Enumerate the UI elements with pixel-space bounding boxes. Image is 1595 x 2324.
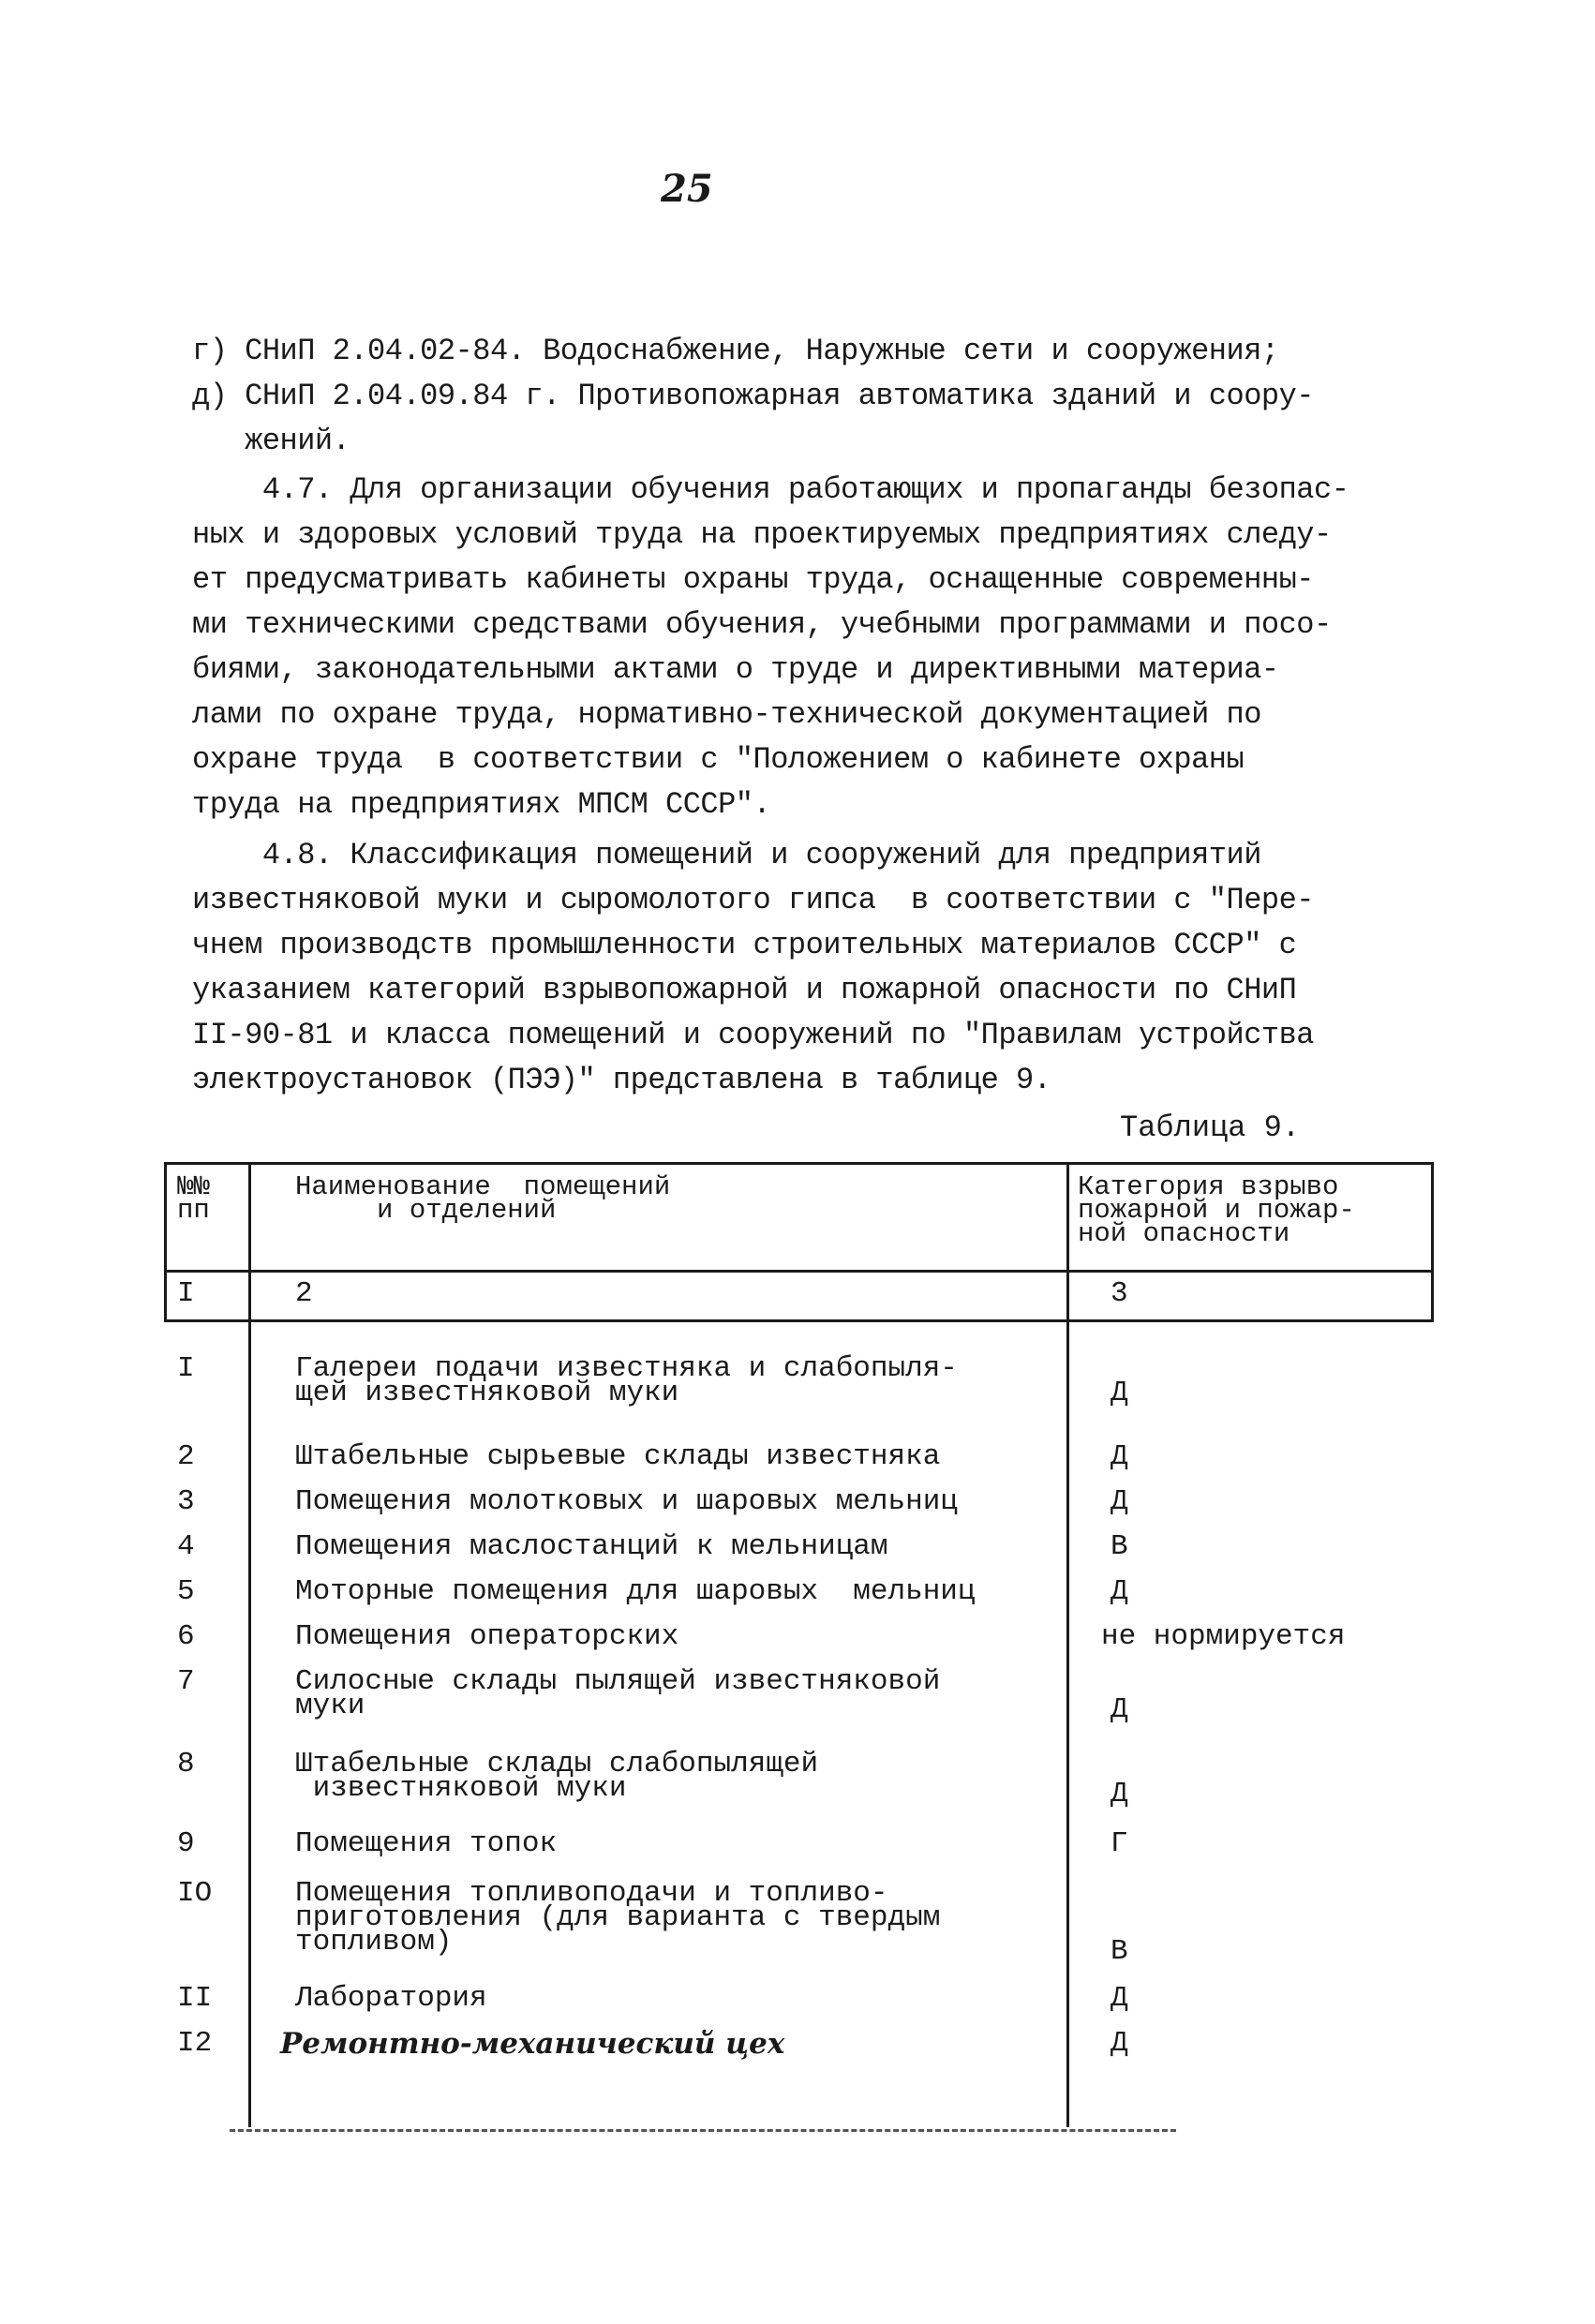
row-category: Д bbox=[1111, 1575, 1128, 1608]
row-category: не нормируется bbox=[1101, 1620, 1346, 1653]
header-number: №№ пп bbox=[177, 1171, 210, 1226]
row-category: Д bbox=[1111, 1982, 1128, 2015]
column-number-1: I bbox=[177, 1277, 195, 1310]
table-border bbox=[164, 1162, 167, 1321]
row-name: Моторные помещения для шаровых мельниц bbox=[295, 1575, 976, 1608]
row-number: 3 bbox=[177, 1485, 195, 1518]
row-name: Помещения топливоподачи и топливо- приготовления (для варианта с твердым топливом) bbox=[295, 1877, 941, 1959]
text-line: ми техническими средствами обучения, учебными программами и посо- bbox=[192, 607, 1332, 642]
row-category: Д bbox=[1111, 1485, 1128, 1518]
text-line: электроустановок (ПЭЭ)" представлена в таблице 9. bbox=[192, 1063, 1051, 1097]
table-border bbox=[1066, 1162, 1069, 2127]
row-name: Лаборатория bbox=[295, 1982, 487, 2015]
text-line: д) СНиП 2.04.09.84 г. Противопожарная автоматика зданий и соору- bbox=[192, 379, 1314, 413]
table-border bbox=[248, 1162, 251, 2127]
text-line: 4.8. Классификация помещений и сооружений для предприятий bbox=[192, 838, 1261, 872]
row-category: Д bbox=[1111, 1440, 1128, 1473]
text-line: ет предусматривать кабинеты охраны труда, оснащенные современны- bbox=[192, 562, 1314, 597]
text-line: жений. bbox=[192, 424, 350, 458]
header-category: Категория взрыво пожарной и пожар- ной опасности bbox=[1078, 1171, 1355, 1249]
row-name: Помещения операторских bbox=[295, 1620, 679, 1653]
text-line: биями, законодательными актами о труде и директивными материа- bbox=[192, 652, 1279, 687]
row-category: Д bbox=[1111, 2027, 1128, 2060]
column-number-3: 3 bbox=[1111, 1277, 1128, 1310]
text-line: г) СНиП 2.04.02-84. Водоснабжение, Наружные сети и сооружения; bbox=[192, 334, 1279, 368]
row-number: 2 bbox=[177, 1440, 195, 1473]
page-number: 25 bbox=[661, 167, 713, 211]
table-border bbox=[1431, 1162, 1434, 1321]
row-category: Г bbox=[1111, 1827, 1128, 1860]
text-line: охране труда в соответствии с "Положением о кабинете охраны bbox=[192, 742, 1245, 777]
row-number: 5 bbox=[177, 1575, 195, 1608]
row-number: 7 bbox=[177, 1665, 195, 1698]
row-number: 8 bbox=[177, 1748, 195, 1780]
text-line: ных и здоровых условий труда на проектируемых предприятиях следу- bbox=[192, 517, 1332, 552]
row-category: В bbox=[1111, 1935, 1128, 1968]
row-name: Штабельные склады слабопылящей известняковой муки bbox=[295, 1748, 819, 1805]
row-number: IO bbox=[177, 1877, 213, 1910]
row-category: Д bbox=[1111, 1778, 1128, 1810]
row-name: Галереи подачи известняка и слабопыля- щей известняковой муки bbox=[295, 1352, 958, 1409]
row-number: I bbox=[177, 1352, 195, 1385]
row-number: I2 bbox=[177, 2027, 213, 2060]
header-name: Наименование помещений и отделений bbox=[295, 1171, 671, 1226]
table-border bbox=[164, 1162, 1434, 1165]
table-bottom-dashes bbox=[230, 2129, 1176, 2132]
row-name: Помещения маслостанций к мельницам bbox=[295, 1530, 888, 1563]
table-border bbox=[164, 1270, 1434, 1273]
row-name: Силосные склады пылящей известняковой муки bbox=[295, 1665, 941, 1722]
row-name: Штабельные сырьевые склады известняка bbox=[295, 1440, 941, 1473]
text-line: лами по охране труда, нормативно-технической документацией по bbox=[192, 697, 1261, 732]
classification-table bbox=[164, 1162, 1434, 2137]
row-number: II bbox=[177, 1982, 213, 2015]
row-category: В bbox=[1111, 1530, 1128, 1563]
row-number: 4 bbox=[177, 1530, 195, 1563]
row-category: Д bbox=[1111, 1693, 1128, 1726]
row-category: Д bbox=[1111, 1377, 1128, 1409]
row-number: 9 bbox=[177, 1827, 195, 1860]
text-line: II-90-81 и класса помещений и сооружений по "Правилам устройства bbox=[192, 1018, 1314, 1052]
row-number: 6 bbox=[177, 1620, 195, 1653]
text-line: 4.7. Для организации обучения работающих и пропаганды безопас- bbox=[192, 472, 1349, 507]
text-line: известняковой муки и сыромолотого гипса в соответствии с "Пере- bbox=[192, 883, 1314, 917]
table-caption: Таблица 9. bbox=[1120, 1110, 1301, 1145]
text-line: указанием категорий взрывопожарной и пожарной опасности по СНиП bbox=[192, 973, 1297, 1007]
row-name: Помещения топок bbox=[295, 1827, 558, 1860]
table-border bbox=[164, 1319, 1434, 1322]
row-name-handwritten: Ремонтно-механический цех bbox=[280, 2027, 785, 2061]
row-name: Помещения молотковых и шаровых мельниц bbox=[295, 1485, 958, 1518]
text-line: труда на предприятиях МПСМ СССР". bbox=[192, 787, 771, 822]
text-line: чнем производств промышленности строительных материалов СССР" с bbox=[192, 928, 1297, 962]
column-number-2: 2 bbox=[295, 1277, 313, 1310]
